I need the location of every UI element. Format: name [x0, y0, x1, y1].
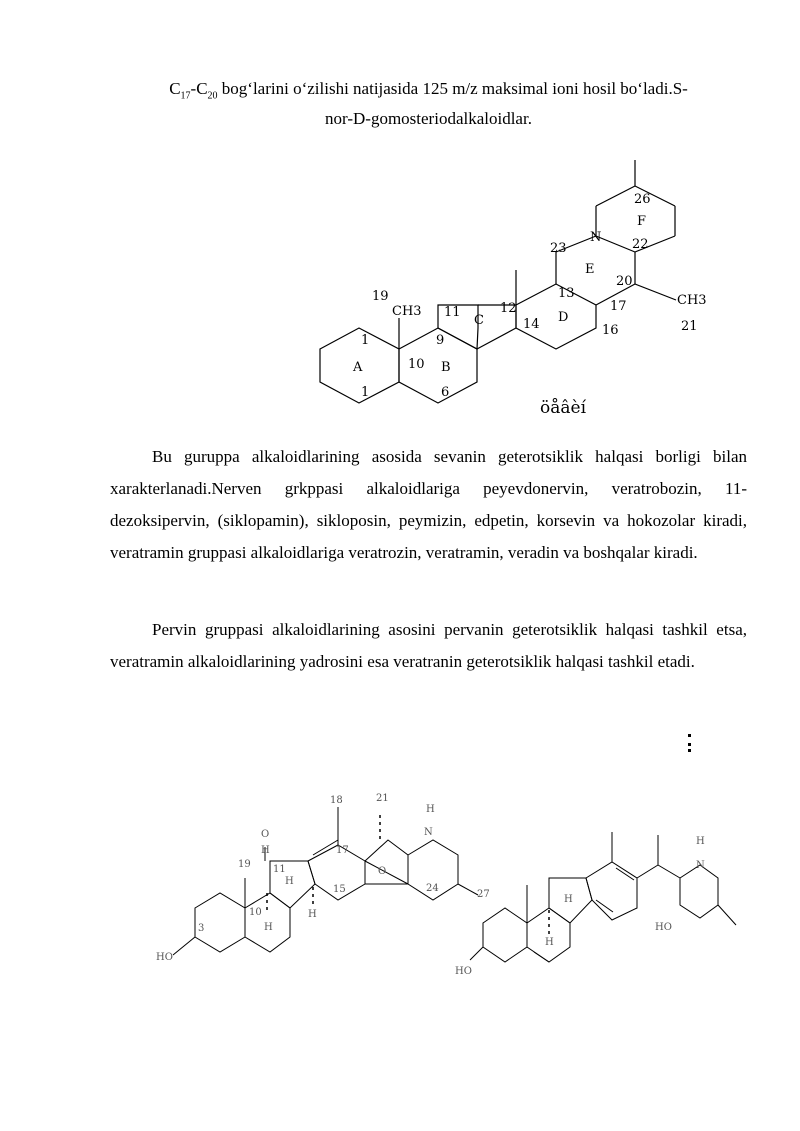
ch3-group-19: CH3 [392, 304, 422, 319]
label-27: 27 [477, 889, 490, 900]
stray-marks [684, 730, 704, 760]
label-h-8: H [264, 922, 273, 933]
ring-label-d: D [558, 310, 569, 325]
label-n: N [424, 827, 433, 838]
label-o-keto: O [261, 829, 270, 840]
veratramine-structure-diagram [450, 820, 750, 1020]
atom-1-bottom: 1 [361, 385, 370, 400]
atom-16: 16 [602, 323, 619, 338]
atom-19: 19 [372, 289, 389, 304]
steroid-structure-diagram [0, 0, 800, 430]
ring-label-a: A [353, 360, 363, 375]
paragraph-1: Bu guruppa alkaloidlarining asosida sevanin geterotsiklik halqasi borligi bilan xarakterlanadi.Nerven grkppasi alkaloidlariga peyevdonervin, veratrobozin, 11-dezoksipervin, (siklopamin), sikloposin, peymizin, edpetin, korsevin va hokozolar kiradi, veratramin gruppasi alkaloidlariga veratrozin, veratramin, veradin va boshqalar kiradi. [110, 447, 747, 562]
ring-label-c: C [474, 313, 484, 328]
atom-14: 14 [523, 317, 540, 332]
label-ho-side: HO [655, 922, 672, 933]
label-18: 18 [330, 795, 343, 806]
atom-13: 13 [558, 286, 575, 301]
atom-11: 11 [444, 305, 461, 320]
atom-17: 17 [610, 299, 627, 314]
label-15: 15 [333, 884, 346, 895]
atom-26: 26 [634, 192, 651, 207]
label-10: 10 [249, 907, 262, 918]
atom-12: 12 [500, 301, 517, 316]
atom-9: 9 [436, 333, 445, 348]
atom-21: 21 [681, 319, 698, 334]
ring-label-f: F [637, 214, 647, 229]
label-h-c: H [564, 894, 573, 905]
atom-23: 23 [550, 241, 567, 256]
label-3: 3 [198, 923, 205, 934]
label-o-bridge: O [378, 866, 387, 877]
label-21: 21 [376, 793, 389, 804]
atom-10: 10 [408, 357, 425, 372]
atom-6: 6 [441, 385, 450, 400]
label-17: 17 [336, 845, 349, 856]
label-ho: HO [156, 952, 173, 963]
atom-22: 22 [632, 237, 649, 252]
label-h-14: H [308, 909, 317, 920]
label-11: 11 [273, 864, 286, 875]
label-h-keto: H [261, 845, 270, 856]
atom-1-top: 1 [361, 333, 370, 348]
ring-label-e: E [585, 262, 595, 277]
nitrogen-atom: N [590, 230, 602, 245]
atom-20: 20 [616, 274, 633, 289]
label-ho-a: HO [455, 966, 472, 977]
structure1-caption: öåâèí [540, 398, 587, 418]
label-h-top: H [426, 804, 435, 815]
c17-label: $C_{17}$ [169, 79, 191, 102]
label-n: N [696, 860, 705, 871]
heading-line-1: $C_{17}-C_{20}$ bog‘larini o‘zilishi natijasida 125 m/z maksimal ioni hosil bo‘ladi.S- [169, 79, 688, 102]
label-h-9: H [285, 876, 294, 887]
ring-label-b: B [441, 360, 451, 375]
label-h-nitrogen: H [696, 836, 705, 847]
c20-label: $C_{20}$ [196, 79, 218, 102]
label-19: 19 [238, 859, 251, 870]
heading-line-2: nor-D-gomosteriodalkaloidlar. [325, 109, 532, 128]
label-24: 24 [426, 883, 439, 894]
paragraph-2: Pervin gruppasi alkaloidlarining asosini pervanin geterotsiklik halqasi tashkil etsa, veratramin alkaloidlarining yadrosini esa veratranin geterotsiklik halqasi tashkil etadi. [110, 620, 747, 671]
label-h-b: H [545, 937, 554, 948]
ch3-group-21: CH3 [677, 293, 707, 308]
